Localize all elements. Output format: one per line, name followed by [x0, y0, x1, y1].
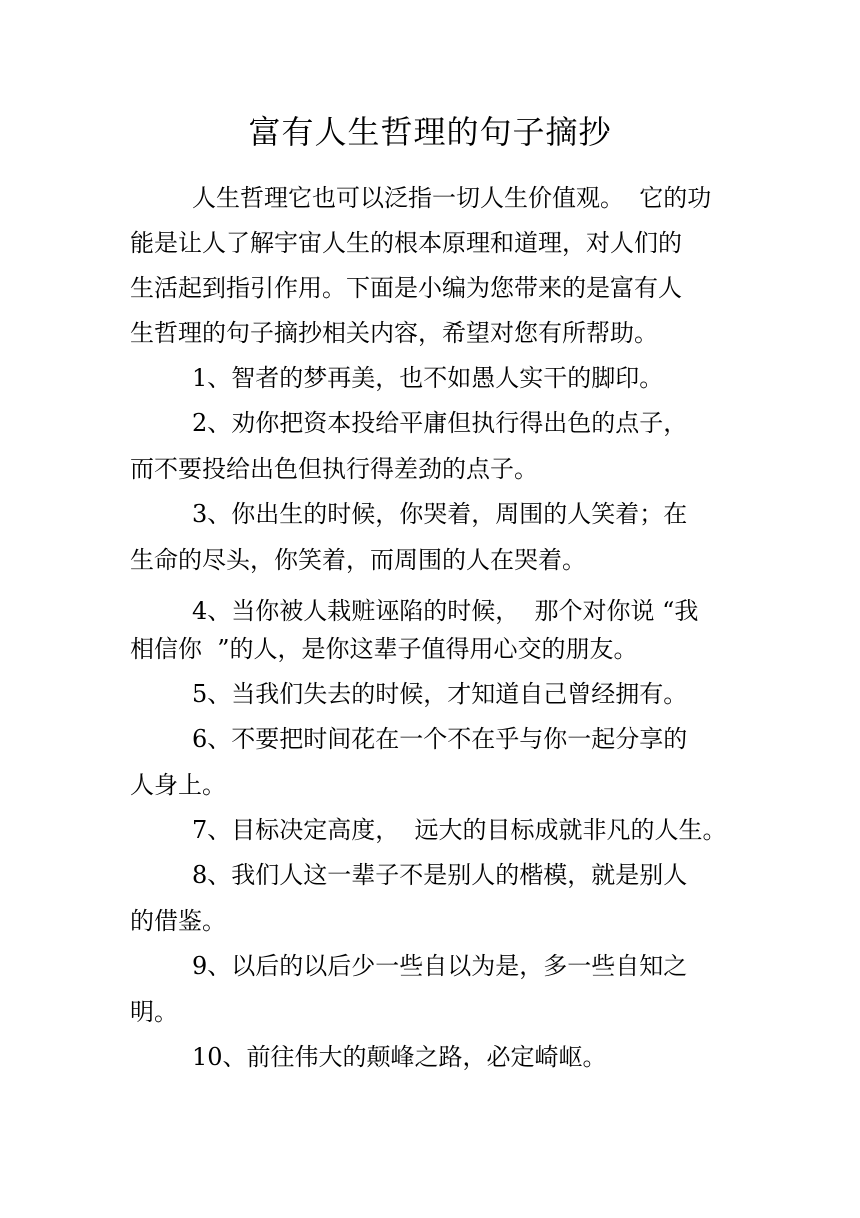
- quote-6-line-2: 人身上。: [130, 771, 226, 799]
- quote-5: 5、当我们失去的时候，才知道自己曾经拥有。: [192, 680, 688, 708]
- quote-8-line-1: 8、我们人这一辈子不是别人的楷模，就是别人: [192, 861, 688, 889]
- quote-3-line-2: 生命的尽头，你笑着，而周围的人在哭着。: [130, 546, 586, 574]
- quote-2-line-1: 2、劝你把资本投给平庸但执行得出色的点子，: [192, 409, 688, 437]
- intro-line-4: 生哲理的句子摘抄相关内容，希望对您有所帮助。: [130, 319, 658, 347]
- quote-1: 1、智者的梦再美，也不如愚人实干的脚印。: [192, 364, 664, 392]
- quote-8-line-2: 的借鉴。: [130, 907, 226, 935]
- quote-10: 10、前往伟大的颠峰之路，必定崎岖。: [192, 1043, 607, 1071]
- intro-line-1: 人生哲理它也可以泛指一切人生价值观。 它的功: [192, 184, 712, 212]
- quote-9-line-1: 9、以后的以后少一些自以为是，多一些自知之: [192, 952, 688, 980]
- intro-line-2: 能是让人了解宇宙人生的根本原理和道理，对人们的: [130, 229, 682, 257]
- quote-4-line-1: 4、当你被人栽赃诬陷的时候， 那个对你说 “我: [192, 597, 699, 625]
- document-title: 富有人生哲理的句子摘抄: [248, 113, 612, 151]
- quote-3-line-1: 3、你出生的时候，你哭着，周围的人笑着；在: [192, 500, 688, 528]
- quote-7: 7、目标决定高度， 远大的目标成就非凡的人生。: [192, 816, 727, 844]
- quote-9-line-2: 明。: [130, 998, 178, 1026]
- quote-2-line-2: 而不要投给出色但执行得差劲的点子。: [130, 455, 538, 483]
- quote-4-line-2: 相信你 ”的人，是你这辈子值得用心交的朋友。: [130, 635, 638, 663]
- quote-6-line-1: 6、不要把时间花在一个不在乎与你一起分享的: [192, 725, 688, 753]
- intro-line-3: 生活起到指引作用。下面是小编为您带来的是富有人: [130, 274, 682, 302]
